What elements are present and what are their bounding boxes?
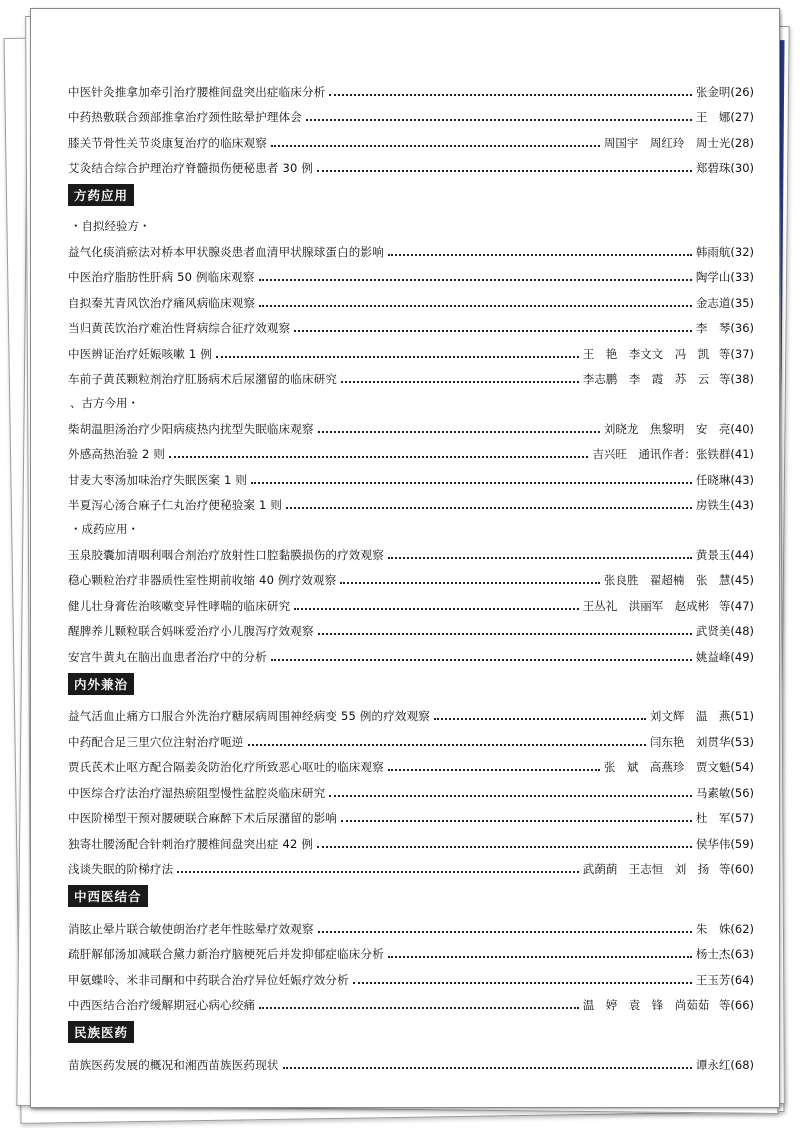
toc-entry[interactable] [68,74,754,100]
entry-title: 独寄壮腰汤配合针刺治疗腰椎间盘突出症 42 例 [68,836,314,851]
subsection-title: 、古方今用・ [70,396,139,410]
dot-leader [340,582,599,584]
dot-leader [306,119,692,121]
dot-leader [259,279,692,281]
dot-leader [271,659,692,661]
entry-title: 安宫牛黄丸在脑出血患者治疗中的分析 [68,649,267,664]
toc-entry[interactable] [68,724,754,750]
entry-title: 中医治疗脂肪性肝病 50 例临床观察 [68,270,255,284]
entry-title: 中医辨证治疗妊娠咳嗽 1 例 [68,346,212,361]
dot-leader [388,254,692,256]
entry-author-page: 李志鹏 李 霞 苏 云 等(38) [582,372,754,386]
entry-author-page: 侯华伟(59) [695,836,754,851]
entry-title: 车前子黄芪颗粒剂治疗肛肠病术后尿潴留的临床研究 [68,372,338,386]
entry-title: 艾灸结合综合护理治疗脊髓损伤便秘患者 30 例 [68,161,314,175]
toc-entry[interactable] [68,411,754,437]
toc-entry[interactable] [68,911,754,937]
dot-leader [434,718,646,720]
toc-entry[interactable] [68,775,754,801]
toc-entry[interactable] [68,852,754,878]
entry-author-page: 房铁生(43) [695,498,754,512]
entry-author-page: 郑碧珠(30) [695,161,754,175]
dot-leader [341,381,579,383]
section-header: 内外兼治 [68,673,134,695]
dot-leader [286,507,692,509]
toc-entry[interactable] [68,537,754,563]
entry-title: 柴胡温胆汤治疗少阳病痰热内扰型失眠临床观察 [68,421,314,436]
entry-title: 浅谈失眠的阶梯疗法 [68,862,174,876]
entry-title: 当归黄芪饮治疗难治性肾病综合征疗效观察 [68,321,291,335]
entry-author-page: 温 婷 袁 锋 尚茹茹 等(66) [582,998,754,1012]
entry-title: 外感高热治验 2 则 [68,447,166,461]
toc-entry[interactable] [68,614,754,640]
dot-leader [353,982,692,984]
toc-entry[interactable] [68,234,754,260]
entry-author-page: 武蓢蓢 王志恒 刘 扬 等(60) [582,862,754,876]
toc-entry[interactable] [68,125,754,151]
entry-title: 膝关节骨性关节炎康复治疗的临床观察 [68,135,267,150]
dot-leader [341,820,692,822]
section-header-row [68,877,754,911]
dot-leader [388,557,692,559]
table-of-contents [68,74,754,1073]
section-header: 方药应用 [68,184,134,206]
subsection-title: ・自拟经验方・ [70,219,151,233]
entry-author-page: 李 琴(36) [695,321,754,335]
entry-title: 苗族医药发展的概况和湘西苗族医药现状 [68,1057,279,1072]
entry-author-page: 杜 军(57) [695,811,754,825]
dot-leader [248,744,646,746]
entry-author-page: 金志道(35) [695,295,754,310]
entry-title: 益气活血止痛方口服合外洗治疗糖尿病周围神经病变 55 例的疗效观察 [68,709,431,723]
entry-author-page: 姚益峰(49) [695,649,754,664]
entry-author-page: 王 娜(27) [695,110,754,124]
dot-leader [177,871,578,873]
dot-leader [388,769,600,771]
entry-author-page: 韩雨航(32) [695,244,754,259]
toc-entry[interactable] [68,311,754,337]
dot-leader [318,431,600,433]
toc-entry[interactable] [68,151,754,177]
toc-entry[interactable] [68,285,754,311]
entry-title: 醒脾养儿颗粒联合妈咪爱治疗小儿腹泻疗效观察 [68,624,314,638]
dot-leader [259,1007,579,1009]
entry-title: 中医综合疗法治疗湿热瘀阻型慢性盆腔炎临床研究 [68,785,326,800]
dot-leader [388,956,692,958]
entry-title: 贾氏芪术止呕方配合隔姜灸防治化疗所致恶心呕吐的临床观察 [68,760,384,774]
entry-author-page: 刘文辉 温 燕(51) [649,709,754,723]
entry-title: 玉泉胶囊加清咽利咽合剂治疗放射性口腔黏膜损伤的疗效观察 [68,547,384,562]
entry-title: 消眩止晕片联合敏使朗治疗老年性眩晕疗效观察 [68,921,314,936]
entry-title: 中医针灸推拿加牵引治疗腰椎间盘突出症临床分析 [68,84,326,99]
toc-entry[interactable] [68,826,754,852]
entry-author-page: 朱 姝(62) [695,921,754,936]
toc-entry[interactable] [68,462,754,488]
entry-author-page: 刘晓龙 焦黎明 安 亮(40) [603,421,754,436]
toc-entry[interactable] [68,988,754,1014]
entry-author-page: 王丛礼 洪丽军 赵成彬 等(47) [582,598,754,613]
dot-leader [216,356,579,358]
entry-title: 中医阶梯型干预对腰硬联合麻醉下术后尿潴留的影响 [68,811,338,825]
entry-author-page: 杨士杰(63) [695,947,754,961]
entry-title: 稳心颗粒治疗非器质性室性期前收缩 40 例疗效观察 [68,573,337,587]
entry-title: 甘麦大枣汤加味治疗失眠医案 1 则 [68,472,248,487]
section-header: 中西医结合 [68,885,148,907]
dot-leader [294,330,692,332]
entry-author-page: 周国宇 周红玲 周士光(28) [603,135,754,150]
dot-leader [318,633,692,635]
dot-leader [259,305,692,307]
dot-leader [329,795,691,797]
entry-author-page: 吉兴旺 通讯作者：张铁群(41) [592,447,754,461]
toc-entry[interactable] [68,1047,754,1073]
dot-leader [283,1067,692,1069]
dot-leader [251,482,692,484]
section-header-row [68,665,754,699]
toc-entry[interactable] [68,801,754,827]
dot-leader [317,170,692,172]
entry-author-page: 陶学山(33) [695,270,754,284]
entry-author-page: 张金明(26) [695,84,754,99]
toc-entry[interactable] [68,260,754,286]
toc-entry[interactable] [68,437,754,463]
dot-leader [317,846,692,848]
toc-entry[interactable] [68,639,754,665]
entry-author-page: 闫东艳 刘贯华(53) [649,734,754,749]
entry-title: 健儿壮身膏佐治咳嗽变异性哮喘的临床研究 [68,598,291,613]
entry-author-page: 武贤美(48) [695,624,754,638]
entry-author-page: 张良胜 翟超楠 张 慧(45) [603,573,754,587]
dot-leader [169,456,588,458]
entry-author-page: 黄景玉(44) [695,547,754,562]
dot-leader [294,608,578,610]
entry-author-page: 张 斌 高燕珍 贾文魁(54) [603,760,754,774]
section-header-row [68,176,754,210]
entry-author-page: 马素敏(56) [695,785,754,800]
entry-author-page: 谭永红(68) [695,1057,754,1072]
toc-entry[interactable] [68,336,754,362]
entry-author-page: 任晓琳(43) [695,472,754,487]
toc-entry[interactable] [68,699,754,725]
entry-author-page: 王 艳 李文文 冯 凯 等(37) [582,346,754,361]
toc-entry[interactable] [68,937,754,963]
entry-title: 中西医结合治疗缓解期冠心病心绞痛 [68,998,256,1012]
dot-leader [271,145,600,147]
subsection-title: ・成药应用・ [70,522,139,536]
entry-title: 中药配合足三里穴位注射治疗呃逆 [68,734,244,749]
dot-leader [329,94,691,96]
entry-title: 半夏泻心汤合麻子仁丸治疗便秘验案 1 则 [68,498,283,512]
entry-title: 自拟秦艽青风饮治疗痛风病临床观察 [68,295,256,310]
entry-title: 中药热敷联合颈部推拿治疗颈性眩晕护理体会 [68,110,302,124]
entry-title: 疏肝解郁汤加减联合黛力新治疗脑梗死后并发抑郁症临床分析 [68,947,384,961]
entry-title: 甲氨蝶呤、米非司酮和中药联合治疗异位妊娠疗效分析 [68,972,349,987]
entry-author-page: 王玉芳(64) [695,972,754,987]
toc-entry[interactable] [68,488,754,514]
toc-entry[interactable] [68,100,754,126]
toc-entry[interactable] [68,563,754,589]
toc-entry[interactable] [68,962,754,988]
toc-entry[interactable] [68,588,754,614]
entry-title: 益气化痰消瘀法对桥本甲状腺炎患者血清甲状腺球蛋白的影响 [68,244,384,259]
toc-entry[interactable] [68,750,754,776]
dot-leader [318,931,692,933]
section-header: 民族医药 [68,1021,134,1043]
toc-entry[interactable] [68,362,754,388]
section-header-row [68,1013,754,1047]
